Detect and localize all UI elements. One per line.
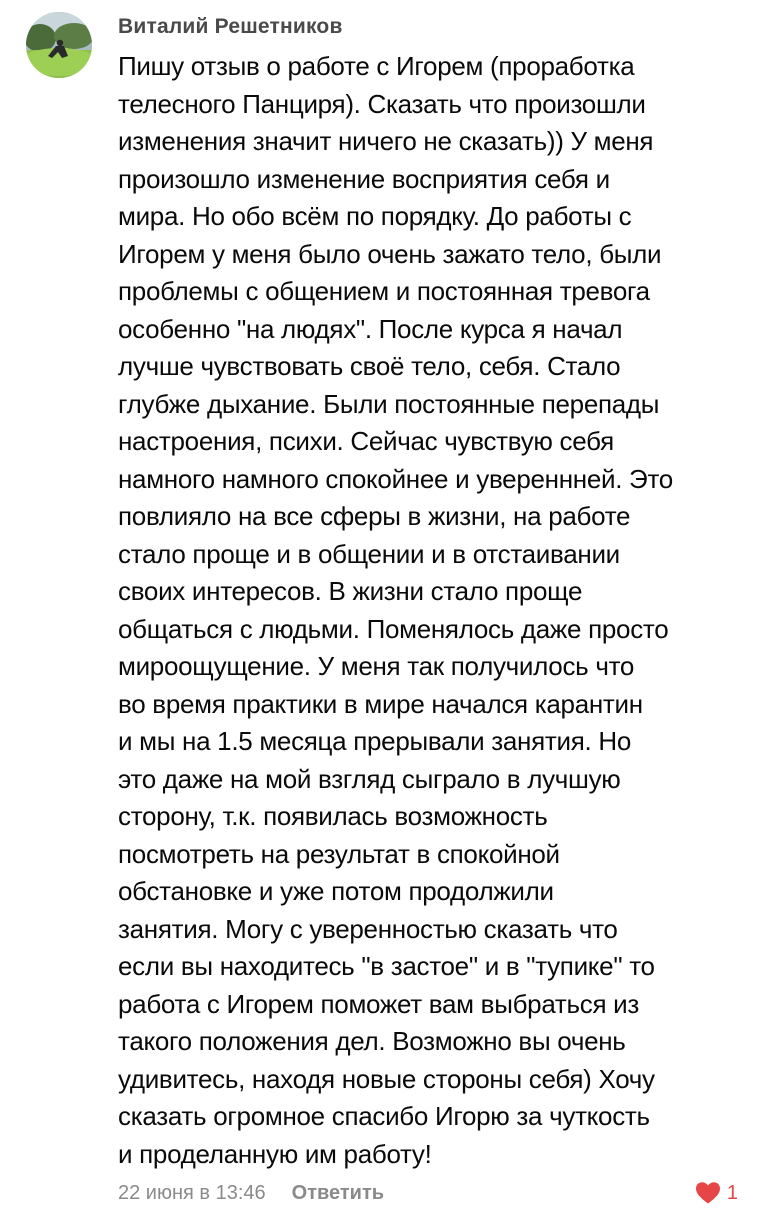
comment-line: своих интересов. В жизни стало проще [118, 576, 583, 606]
heart-icon [695, 1181, 721, 1205]
comment-line: сторону, т.к. появилась возможность [118, 801, 548, 831]
comment-line: обстановке и уже потом продолжили [118, 876, 554, 906]
comment-line: повлияло на все сферы в жизни, на работе [118, 501, 631, 531]
reply-button[interactable]: Ответить [291, 1181, 385, 1204]
comment-meta [118, 1178, 384, 1208]
comment-line: это даже на мой взгляд сыграло в лучшую [118, 763, 621, 794]
comment-line: работа с Игорем поможет вам выбраться из [118, 988, 640, 1019]
like-count: 1 [726, 1181, 738, 1204]
comment-line: изменения значит ничего не сказать)) У меня [118, 126, 654, 156]
avatar-photo [26, 12, 92, 78]
comment-line: глубже дыхание. Были постоянные перепады [118, 388, 660, 419]
comment-line: произошло изменение восприятия себя и [118, 163, 610, 194]
comment-line: и проделанную им работу! [118, 1138, 432, 1169]
comment-line: стало проще и в общении и в отстаивании [118, 538, 620, 569]
comment-line: если вы находитесь "в застое" и в "тупике" то [118, 951, 655, 981]
comment-line: намного намного спокойнее и увереннней. Это [118, 463, 673, 494]
comment-line: лучше чувствовать своё тело, себя. Стало [118, 351, 621, 381]
author-name[interactable]: Виталий Решетников [118, 15, 343, 38]
comment-line: сказать огромное спасибо Игорю за чуткость [118, 1101, 650, 1131]
comment-date[interactable]: 22 июня в 13:46 [118, 1181, 266, 1204]
comment-line: занятия. Могу с уверенностью сказать что [118, 913, 618, 944]
comment-line: Пишу отзыв о работе с Игорем (проработка [118, 51, 635, 81]
comment-line: во время практики в мире начался карантин [118, 688, 643, 719]
comment-line: Игорем у меня было очень зажато тело, были [118, 238, 662, 269]
comment-line: удивитесь, находя новые стороны себя) Хочу [118, 1063, 655, 1094]
like-button[interactable] [695, 1178, 738, 1208]
comment-line: посмотреть на результат в спокойной [118, 838, 560, 869]
avatar[interactable] [26, 12, 92, 78]
comment-line: такого положения дел. Возможно вы очень [118, 1026, 626, 1056]
comment-line: общаться с людьми. Поменялось даже просто [118, 613, 669, 644]
comment-line: и мы на 1.5 месяца прерывали занятия. Но [118, 726, 631, 756]
comment-line: особенно "на людях". После курса я начал [118, 313, 623, 344]
comment-line: телесного Панциря). Сказать что произошли [118, 88, 646, 119]
comment-line: мира. Но обо всём по порядку. До работы с [118, 201, 632, 231]
comment-text [118, 48, 750, 1173]
comment-line: проблемы с общением и постоянная тревога [118, 276, 650, 306]
comment-line: мироощущение. У меня так получилось что [118, 651, 635, 681]
comment-line: настроения, психи. Сейчас чувствую себя [118, 426, 614, 456]
